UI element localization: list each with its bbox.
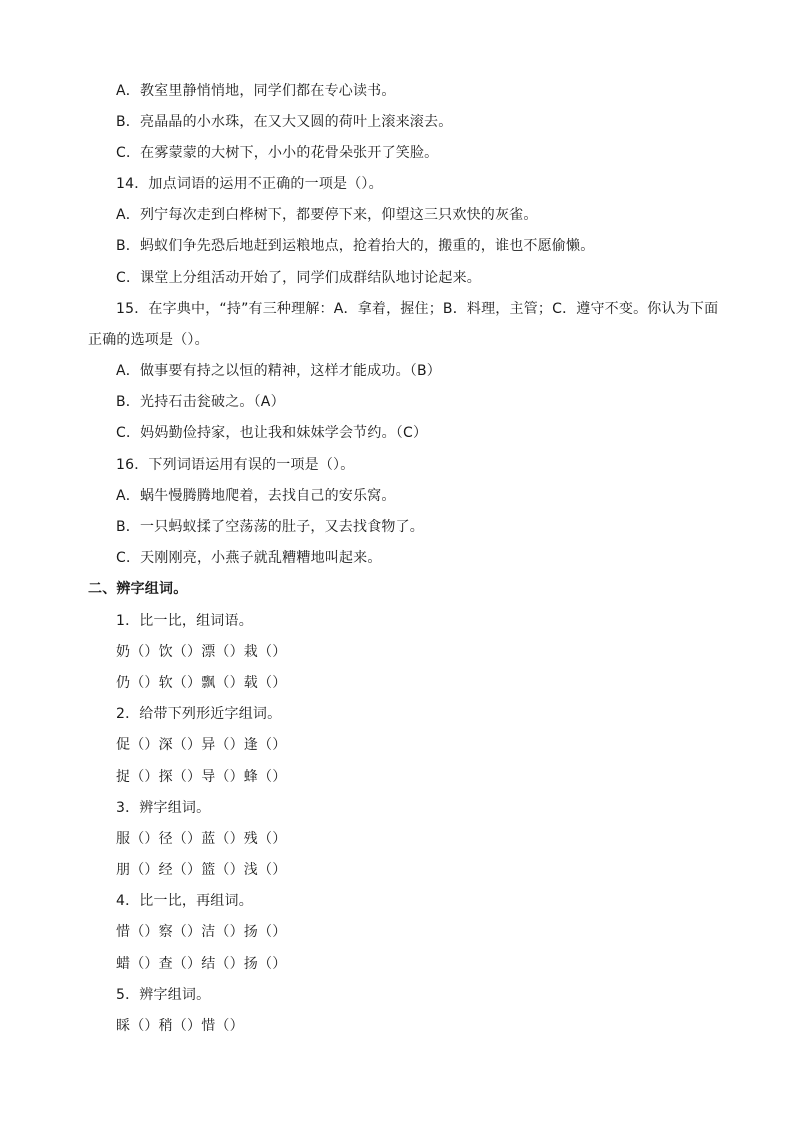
question-15-continued: 正确的选项是（）。 — [88, 332, 209, 348]
exercise-1-title: 1．比一比，组词语。 — [116, 613, 253, 629]
question-14: 14．加点词语的运用不正确的一项是（）。 — [116, 176, 383, 192]
option-a-q13: A．教室里静悄悄地，同学们都在专心读书。 — [116, 83, 396, 99]
question-15: 15．在字典中，“持”有三种理解：A．拿着，握住；B．料理，主管；C．遵守不变。你认为下面 — [116, 301, 719, 317]
exercise-5-row-1: 睬（）稍（）惜（） — [116, 1018, 244, 1034]
option-b-q14: B．蚂蚁们争先恐后地赶到运粮地点，抢着抬大的，搬重的，谁也不愿偷懒。 — [116, 238, 595, 254]
exercise-1-row-2: 仍（）软（）飘（）载（） — [116, 675, 287, 691]
exercise-3-title: 3．辨字组词。 — [116, 800, 211, 816]
option-b-q13: B．亮晶晶的小水珠，在又大又圆的荷叶上滚来滚去。 — [116, 114, 453, 130]
exercise-1-row-1: 奶（）饮（）漂（）栽（） — [116, 644, 287, 660]
option-a-q15: A．做事要有持之以恒的精神，这样才能成功。（B） — [116, 363, 441, 379]
exercise-4-row-1: 惜（）察（）洁（）扬（） — [116, 924, 287, 940]
exercise-2-title: 2．给带下列形近字组词。 — [116, 706, 282, 722]
option-b-q16: B．一只蚂蚁揉了空荡荡的肚子，又去找食物了。 — [116, 519, 425, 535]
exercise-4-title: 4．比一比，再组词。 — [116, 893, 253, 909]
option-a-q14: A．列宁每次走到白桦树下，都要停下来，仰望这三只欢快的灰雀。 — [116, 207, 538, 223]
option-c-q15: C．妈妈勤俭持家，也让我和妹妹学会节约。（C） — [116, 425, 428, 441]
exercise-2-row-1: 促（）深（）异（）逢（） — [116, 737, 287, 753]
option-c-q14: C．课堂上分组活动开始了，同学们成群结队地讨论起来。 — [116, 270, 481, 286]
section-heading: 二、辨字组词。 — [88, 581, 188, 597]
question-16: 16．下列词语运用有误的一项是（）。 — [116, 457, 355, 473]
exercise-5-title: 5．辨字组词。 — [116, 987, 211, 1003]
option-a-q16: A．蜗牛慢腾腾地爬着，去找自己的安乐窝。 — [116, 488, 396, 504]
option-c-q13: C．在雾蒙蒙的大树下，小小的花骨朵张开了笑脸。 — [116, 145, 439, 161]
option-b-q15: B．光持石击瓮破之。（A） — [116, 394, 285, 410]
option-c-q16: C．天刚刚亮，小燕子就乱糟糟地叫起来。 — [116, 550, 382, 566]
exercise-3-row-2: 朋（）经（）篮（）浅（） — [116, 862, 287, 878]
exercise-3-row-1: 服（）径（）蓝（）残（） — [116, 831, 287, 847]
exercise-4-row-2: 蜡（）查（）结（）扬（） — [116, 956, 287, 972]
exercise-2-row-2: 捉（）探（）导（）蜂（） — [116, 769, 287, 785]
